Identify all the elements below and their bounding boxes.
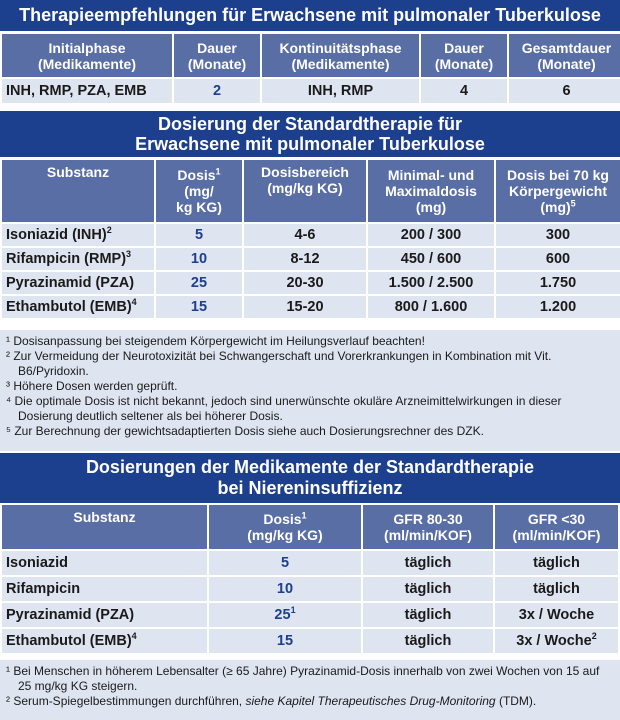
table-row [2,629,618,653]
cell-dose: 5 [209,551,361,575]
cell-gfr-below-30: täglich [495,577,618,601]
footnote: ² Serum-Spiegelbestimmungen durchführen, siehe Kapitel Therapeutisches Drug-Monitoring (TDM). [6,694,537,708]
cell-min-max: 200 / 300 [368,224,494,246]
table-row [2,603,618,627]
header-substance: Substanz [2,160,154,222]
cell-gfr-80-30: täglich [363,629,493,653]
cell-substance: Isoniazid (INH)$^2$ [2,224,154,246]
footnote: ² Zur Vermeidung der Neurotoxizität bei Schwangerschaft und Vorerkrankungen in Kombination mit Vit. B6/Pyridoxin. [6,349,552,378]
cell-substance: Pyrazinamid (PZA) [2,272,154,294]
cell-dose-70kg: 1.750 [496,272,620,294]
header-gfr-below-30: GFR <30 (ml/min/KOF) [495,505,618,549]
header-continuation-phase: Kontinuitätsphase (Medikamente) [262,34,419,77]
header-dose-70kg: Dosis bei 70 kg Körpergewicht (mg)$^5$ [496,160,620,222]
cell-total-duration: 6 [509,79,620,103]
section2-title: Dosierung der Standardtherapie für Erwachsene mit pulmonaler Tuberkulose [0,111,620,157]
cell-dose: 10 [156,248,242,270]
header-min-max: Minimal- und Maximaldosis (mg) [368,160,494,222]
cell-gfr-below-30: 3x / Woche$^2$ [495,629,618,653]
cell-dose-70kg: 600 [496,248,620,270]
header-dose: Dosis$^1$ (mg/ kg KG) [156,160,242,222]
cell-substance: Pyrazinamid (PZA) [2,603,207,627]
cell-dose: 15 [156,296,242,318]
cell-dose: 10 [209,577,361,601]
cell-dose-70kg: 1.200 [496,296,620,318]
cell-substance: Ethambutol (EMB)$^4$ [2,296,154,318]
cell-substance: Isoniazid [2,551,207,575]
cell-dose: 25 [156,272,242,294]
cell-dose: $25^1$ [209,603,361,627]
cell-dose: 15 [209,629,361,653]
cell-min-max: 800 / 1.600 [368,296,494,318]
cell-continuation-drugs: INH, RMP [262,79,419,103]
cell-gfr-80-30: täglich [363,577,493,601]
footnote: ³ Höhere Dosen werden geprüft. [6,379,178,393]
footnote: ¹ Dosisanpassung bei steigendem Körpergewicht im Heilungsverlauf beachten! [6,334,425,348]
cell-dose-range: 8-12 [244,248,366,270]
header-substance: Substanz [2,505,207,549]
table-row [2,551,618,575]
cell-dose-range: 15-20 [244,296,366,318]
table-row [2,248,620,270]
header-gfr-80-30: GFR 80-30 (ml/min/KOF) [363,505,493,549]
cell-dose-range: 20-30 [244,272,366,294]
renal-insufficiency-table [0,503,620,655]
footnote: ⁴ Die optimale Dosis ist nicht bekannt, jedoch sind unerwünschte okuläre Arzneimittelwirkungen in dieser Dosierung deutlich seltener als bei höherer Dosis. [6,394,562,423]
section3-title: Dosierungen der Medikamente der Standardtherapie bei Niereninsuffizienz [0,453,620,503]
cell-gfr-below-30: 3x / Woche [495,603,618,627]
table-header-row [2,160,620,222]
header-initial-phase: Initialphase (Medikamente) [2,34,172,77]
cell-initial-duration: 2 [174,79,260,103]
cell-dose-70kg: 300 [496,224,620,246]
dosage-footnotes [0,330,620,451]
cell-gfr-below-30: täglich [495,551,618,575]
table-row [2,224,620,246]
cell-min-max: 1.500 / 2.500 [368,272,494,294]
table-header-row [2,34,620,77]
cell-dose: 5 [156,224,242,246]
cell-gfr-80-30: täglich [363,551,493,575]
table-header-row [2,505,618,549]
footnote: ⁵ Zur Berechnung der gewichtsadaptierten Dosis siehe auch Dosierungsrechner des DZK. [6,424,484,438]
cell-initial-drugs: INH, RMP, PZA, EMB [2,79,172,103]
footnote: ¹ Bei Menschen in höherem Lebensalter (≥ 65 Jahre) Pyrazinamid-Dosis innerhalb von zwei Wochen von 15 auf 25 mg/kg KG steigern. [6,664,600,693]
table-row [2,79,620,103]
cell-substance: Rifampicin [2,577,207,601]
renal-footnotes [0,660,620,720]
table-row [2,296,620,318]
cell-min-max: 450 / 600 [368,248,494,270]
header-total-duration: Gesamtdauer (Monate) [509,34,620,77]
header-duration-1: Dauer (Monate) [174,34,260,77]
header-duration-2: Dauer (Monate) [421,34,507,77]
cell-substance: Rifampicin (RMP)$^3$ [2,248,154,270]
table-row [2,577,618,601]
cell-continuation-duration: 4 [421,79,507,103]
therapy-recommendation-table [0,32,620,105]
standard-dosage-table [0,158,620,320]
header-dose-range: Dosisbereich (mg/kg KG) [244,160,366,222]
cell-gfr-80-30: täglich [363,603,493,627]
cell-substance: Ethambutol (EMB)$^4$ [2,629,207,653]
header-dose: Dosis$^1$ (mg/kg KG) [209,505,361,549]
section1-title: Therapieempfehlungen für Erwachsene mit pulmonaler Tuberkulose [0,0,620,31]
table-row [2,272,620,294]
cell-dose-range: 4-6 [244,224,366,246]
